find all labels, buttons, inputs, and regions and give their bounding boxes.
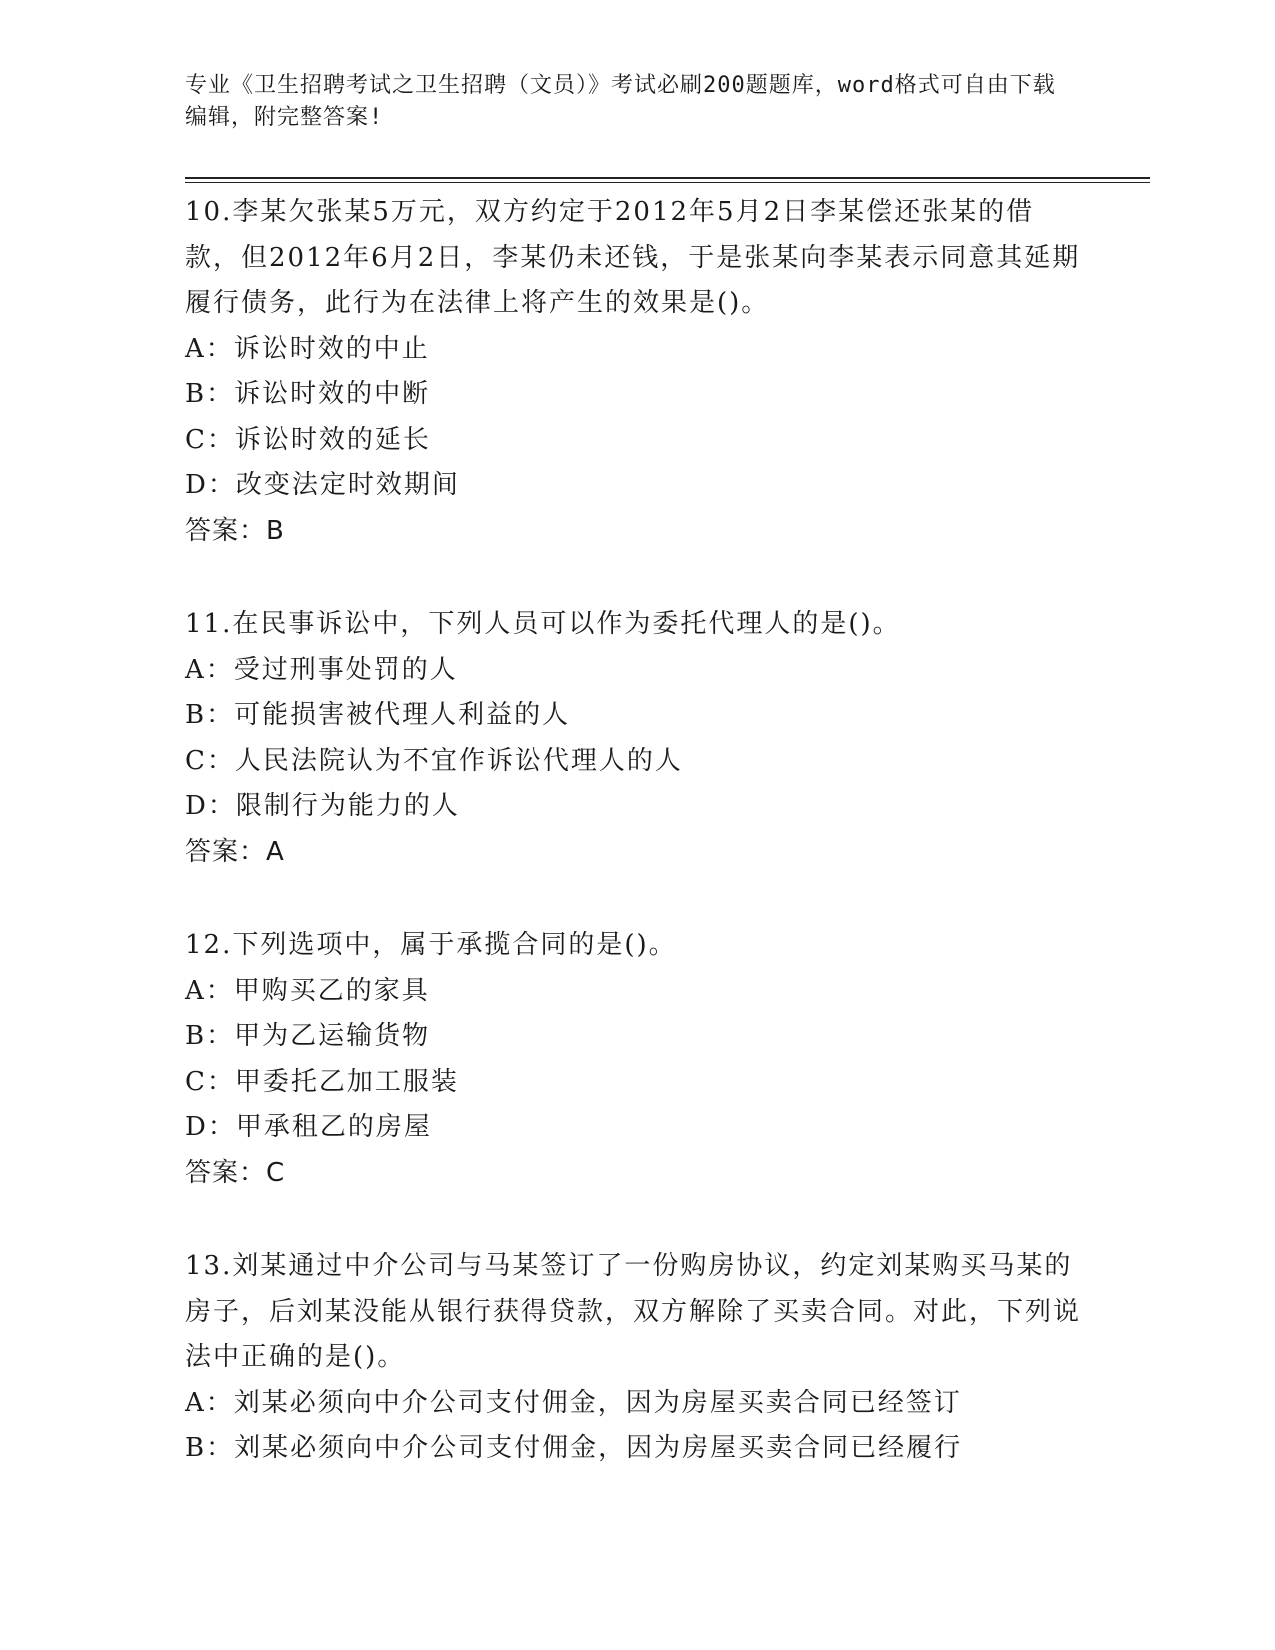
option-b: B：刘某必须向中介公司支付佣金，因为房屋买卖合同已经履行: [185, 1433, 963, 1463]
question-12: [185, 923, 1085, 1196]
question-stem: 11.在民事诉讼中，下列人员可以作为委托代理人的是()。: [185, 609, 901, 639]
option-a: A：刘某必须向中介公司支付佣金，因为房屋买卖合同已经签订: [185, 1387, 962, 1418]
option-c: C：人民法院认为不宜作诉讼代理人的人: [185, 745, 683, 776]
option-c: C：甲委托乙加工服装: [185, 1066, 459, 1097]
question-stem: 12.下列选项中，属于承揽合同的是()。: [185, 930, 677, 960]
option-d: D：限制行为能力的人: [185, 791, 460, 821]
option-a: A：诉讼时效的中止: [185, 333, 430, 364]
option-a: A：甲购买乙的家具: [185, 975, 430, 1006]
option-b: B：诉讼时效的中断: [185, 379, 431, 409]
option-b: B：可能损害被代理人利益的人: [185, 700, 571, 730]
question-11: [185, 602, 1085, 875]
question-list: [185, 190, 1085, 1520]
answer-line: 答案：B: [185, 515, 285, 546]
question-stem: 13.刘某通过中介公司与马某签订了一份购房协议，约定刘某购买马某的房子，后刘某没能从银行获得贷款，双方解除了买卖合同。对此，下列说法中正确的是()。: [185, 1251, 1082, 1372]
header-divider-thick: [185, 177, 1150, 179]
question-10: [185, 190, 1085, 554]
option-d: D：改变法定时效期间: [185, 470, 460, 500]
document-header: 专业《卫生招聘考试之卫生招聘（文员）》考试必刷200题题库，word格式可自由下载编辑，附完整答案!: [185, 73, 1056, 130]
answer-line: 答案：A: [185, 836, 285, 867]
option-c: C：诉讼时效的延长: [185, 424, 431, 455]
answer-line: 答案：C: [185, 1157, 286, 1188]
header-divider-thin: [185, 182, 1150, 183]
option-b: B：甲为乙运输货物: [185, 1021, 431, 1051]
question-13: [185, 1244, 1085, 1472]
option-d: D：甲承租乙的房屋: [185, 1112, 432, 1142]
option-a: A：受过刑事处罚的人: [185, 654, 458, 685]
question-stem: 10.李某欠张某5万元，双方约定于2012年5月2日李某偿还张某的借款，但2012年6月2日，李某仍未还钱，于是张某向李某表示同意其延期履行债务，此行为在法律上将产生的效果是()。: [185, 197, 1081, 318]
